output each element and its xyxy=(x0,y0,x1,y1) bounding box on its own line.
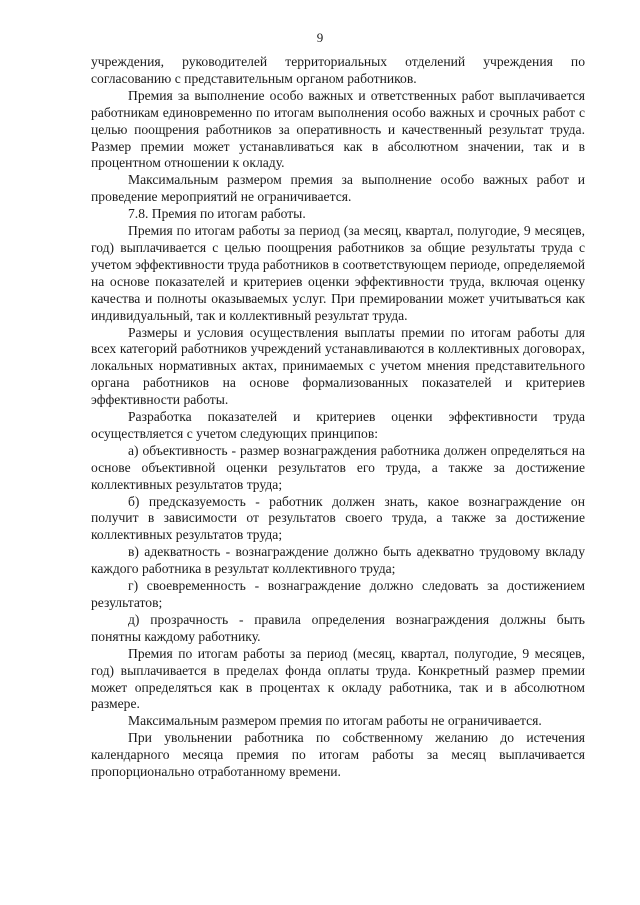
paragraph: а) объективность - размер вознаграждения работника должен определяться на основе объективной оценки результатов его труда, а также за достижение коллективных результатов труда; xyxy=(91,442,585,492)
paragraph: г) своевременность - вознаграждение должно следовать за достижением результатов; xyxy=(91,578,585,610)
paragraph: Максимальным размером премия по итогам работы не ограничивается. xyxy=(128,713,542,729)
page-number: 9 xyxy=(316,30,324,45)
paragraph: При увольнении работника по собственному желанию до истечения календарного месяца премия по итогам работы за месяц выплачивается пропорционально отработанному времени. xyxy=(91,730,585,780)
paragraph: Максимальным размером премия за выполнение особо важных работ и проведение мероприятий не ограничивается. xyxy=(91,172,585,205)
document-body xyxy=(91,54,585,781)
paragraph: учреждения, руководителей территориальных отделений учреждения по согласованию с представительным органом работников. xyxy=(91,54,585,86)
paragraph: Премия по итогам работы за период (за месяц, квартал, полугодие, 9 месяцев, год) выплачивается с целью поощрения работников за общие результаты труда с учетом эффективности труда работников в соответствующем периоде, определяемой на основе показателей и критериев оценки эффективности труда, включая оценку качества и полноты оказываемых услуг. При премировании может учитываться как индивидуальный, так и коллективный результат труда. xyxy=(91,223,585,323)
paragraph: д) прозрачность - правила определения вознаграждения должны быть понятны каждому работнику. xyxy=(91,611,585,644)
paragraph: 7.8. Премия по итогам работы. xyxy=(128,206,306,222)
paragraph: Премия за выполнение особо важных и ответственных работ выплачивается работникам единовременно по итогам выполнения особо важных и срочных работ с целью поощрения работников за оперативность и качественный результат труда. Размер премии может устанавливаться как в абсолютном значении, так и в процентном отношении к окладу. xyxy=(91,87,585,171)
paragraph: Разработка показателей и критериев оценки эффективности труда осуществляется с учетом следующих принципов: xyxy=(91,409,585,441)
paragraph: в) адекватность - вознаграждение должно быть адекватно трудовому вкладу каждого работника в результат коллективного труда; xyxy=(91,544,585,577)
paragraph: Размеры и условия осуществления выплаты премии по итогам работы для всех категорий работников учреждений устанавливаются в коллективных договорах, локальных нормативных актах, принимаемых с учетом мнения представительного органа работников на основе формализованных показателей и критериев эффективности работы. xyxy=(91,324,585,408)
paragraph: б) предсказуемость - работник должен знать, какое вознаграждение он получит в зависимости от результатов своего труда, а также за достижение коллективных результатов труда; xyxy=(91,493,585,543)
paragraph: Премия по итогам работы за период (месяц, квартал, полугодие, 9 месяцев, год) выплачивается в пределах фонда оплаты труда. Конкретный размер премии может определяться как в процентах к окладу работника, так и в абсолютном размере. xyxy=(91,645,585,712)
